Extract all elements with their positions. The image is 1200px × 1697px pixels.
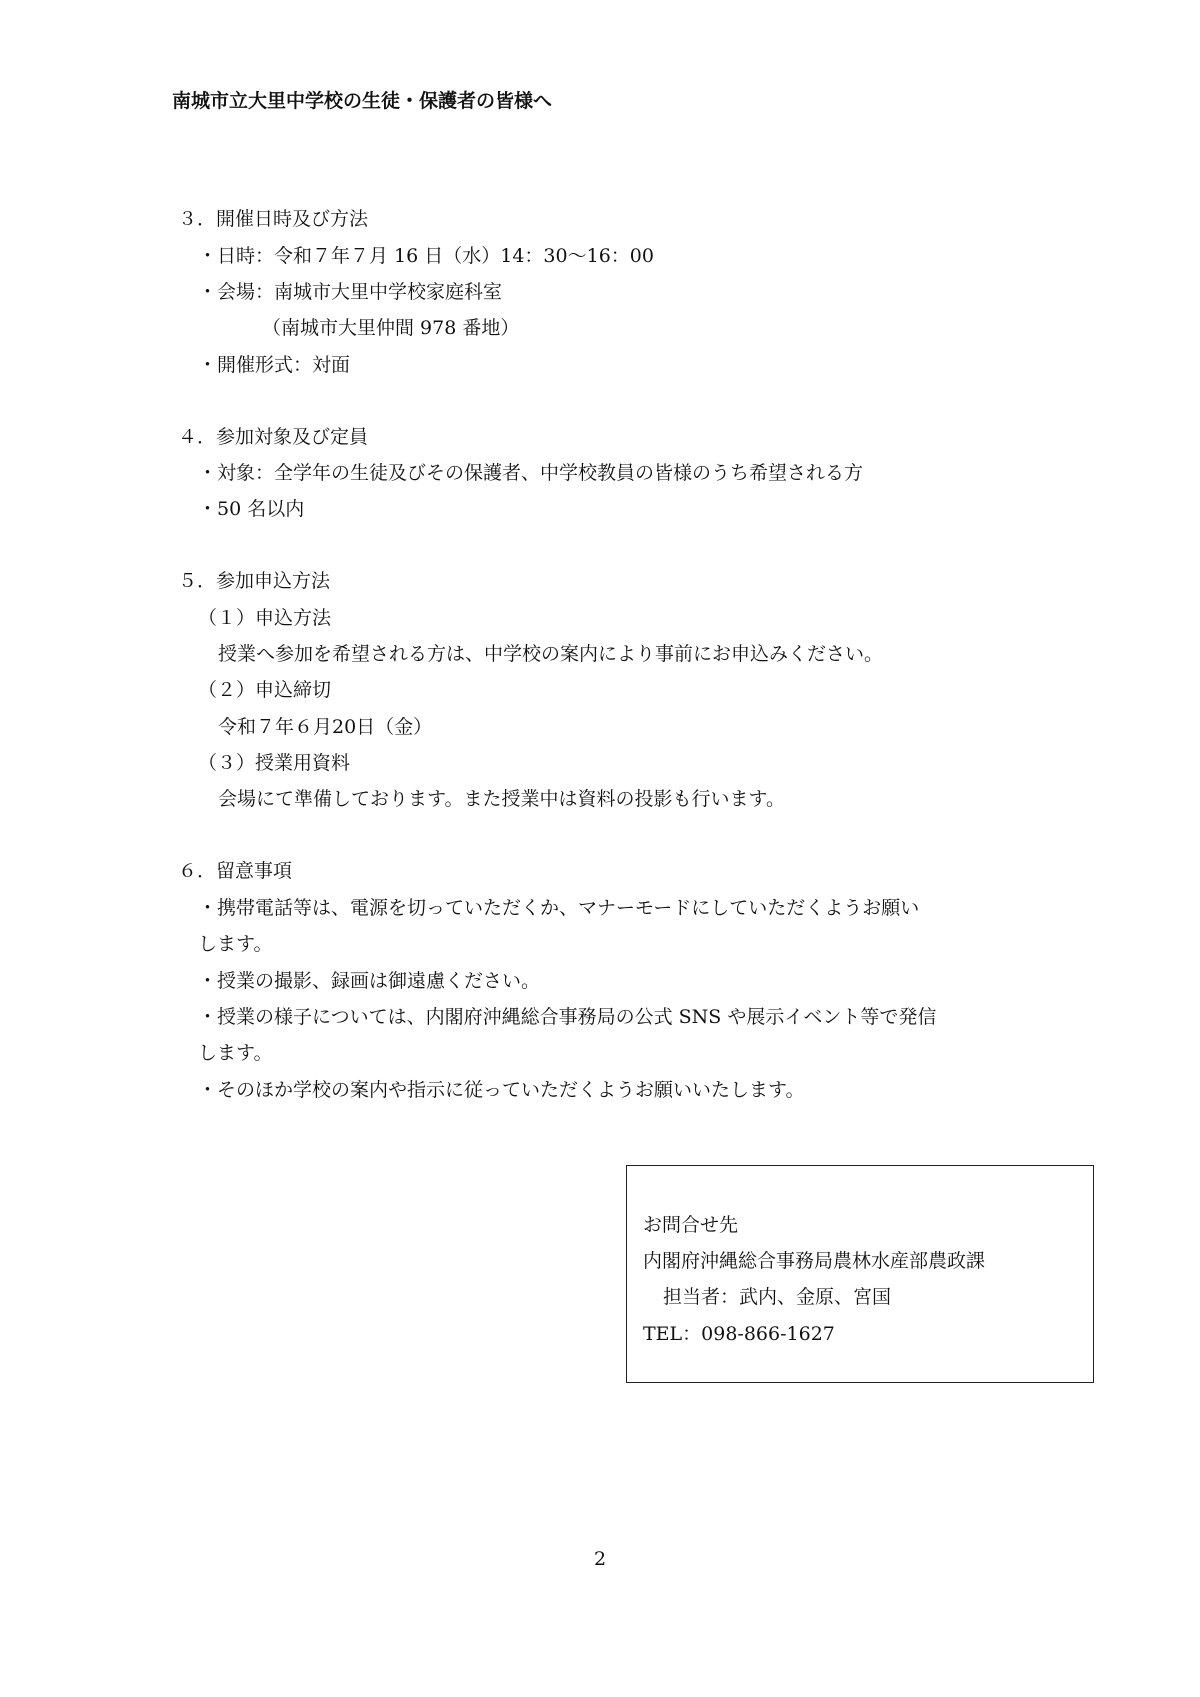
note-phones-line2: します。 [198, 933, 273, 955]
note-publicity-line1: ・授業の様子については、内閣府沖縄総合事務局の公式 SNS や展示イベント等で発信 [198, 1006, 937, 1028]
section-3-title: ３．開催日時及び方法 [178, 208, 369, 230]
application-deadline-title: （２）申込締切 [198, 679, 332, 701]
class-materials-title: （３）授業用資料 [198, 752, 351, 774]
application-method-title: （１）申込方法 [198, 607, 332, 629]
contact-tel: TEL：098-866-1627 [643, 1323, 835, 1345]
class-materials-body: 会場にて準備しております。また授業中は資料の投影も行います。 [218, 788, 785, 810]
section-4-title: ４．参加対象及び定員 [178, 426, 369, 448]
contact-label: お問合せ先 [643, 1214, 739, 1236]
note-instructions: ・そのほか学校の案内や指示に従っていただくようお願いいたします。 [198, 1079, 805, 1101]
application-method-body: 授業へ参加を希望される方は、中学校の案内により事前にお申込みください。 [218, 643, 884, 665]
event-venue-address: （南城市大里仲間 978 番地） [262, 317, 520, 339]
note-phones-line1: ・携帯電話等は、電源を切っていただくか、マナーモードにしていただくようお願い [198, 897, 920, 919]
section-6-title: ６．留意事項 [178, 860, 293, 882]
section-5-title: ５．参加申込方法 [178, 570, 331, 592]
contact-persons: 担当者：武内、金原、宮国 [663, 1286, 892, 1308]
event-venue: ・会場：南城市大里中学校家庭科室 [198, 281, 503, 303]
participant-target: ・対象：全学年の生徒及びその保護者、中学校教員の皆様のうち希望される方 [198, 462, 864, 484]
contact-organization: 内閣府沖縄総合事務局農林水産部農政課 [643, 1250, 986, 1272]
contact-box [626, 1165, 1094, 1383]
note-publicity-line2: します。 [198, 1042, 273, 1064]
application-deadline-body: 令和７年６月20日（金） [218, 716, 433, 738]
page-number: 2 [593, 1548, 607, 1570]
event-date: ・日時：令和７年７月 16 日（水）14：30～16：00 [198, 245, 654, 267]
note-recording: ・授業の撮影、録画は御遠慮ください。 [198, 970, 541, 992]
addressee-heading: 南城市立大里中学校の生徒・保護者の皆様へ [172, 90, 553, 112]
event-format: ・開催形式：対面 [198, 354, 351, 376]
participant-capacity: ・50 名以内 [198, 498, 305, 520]
